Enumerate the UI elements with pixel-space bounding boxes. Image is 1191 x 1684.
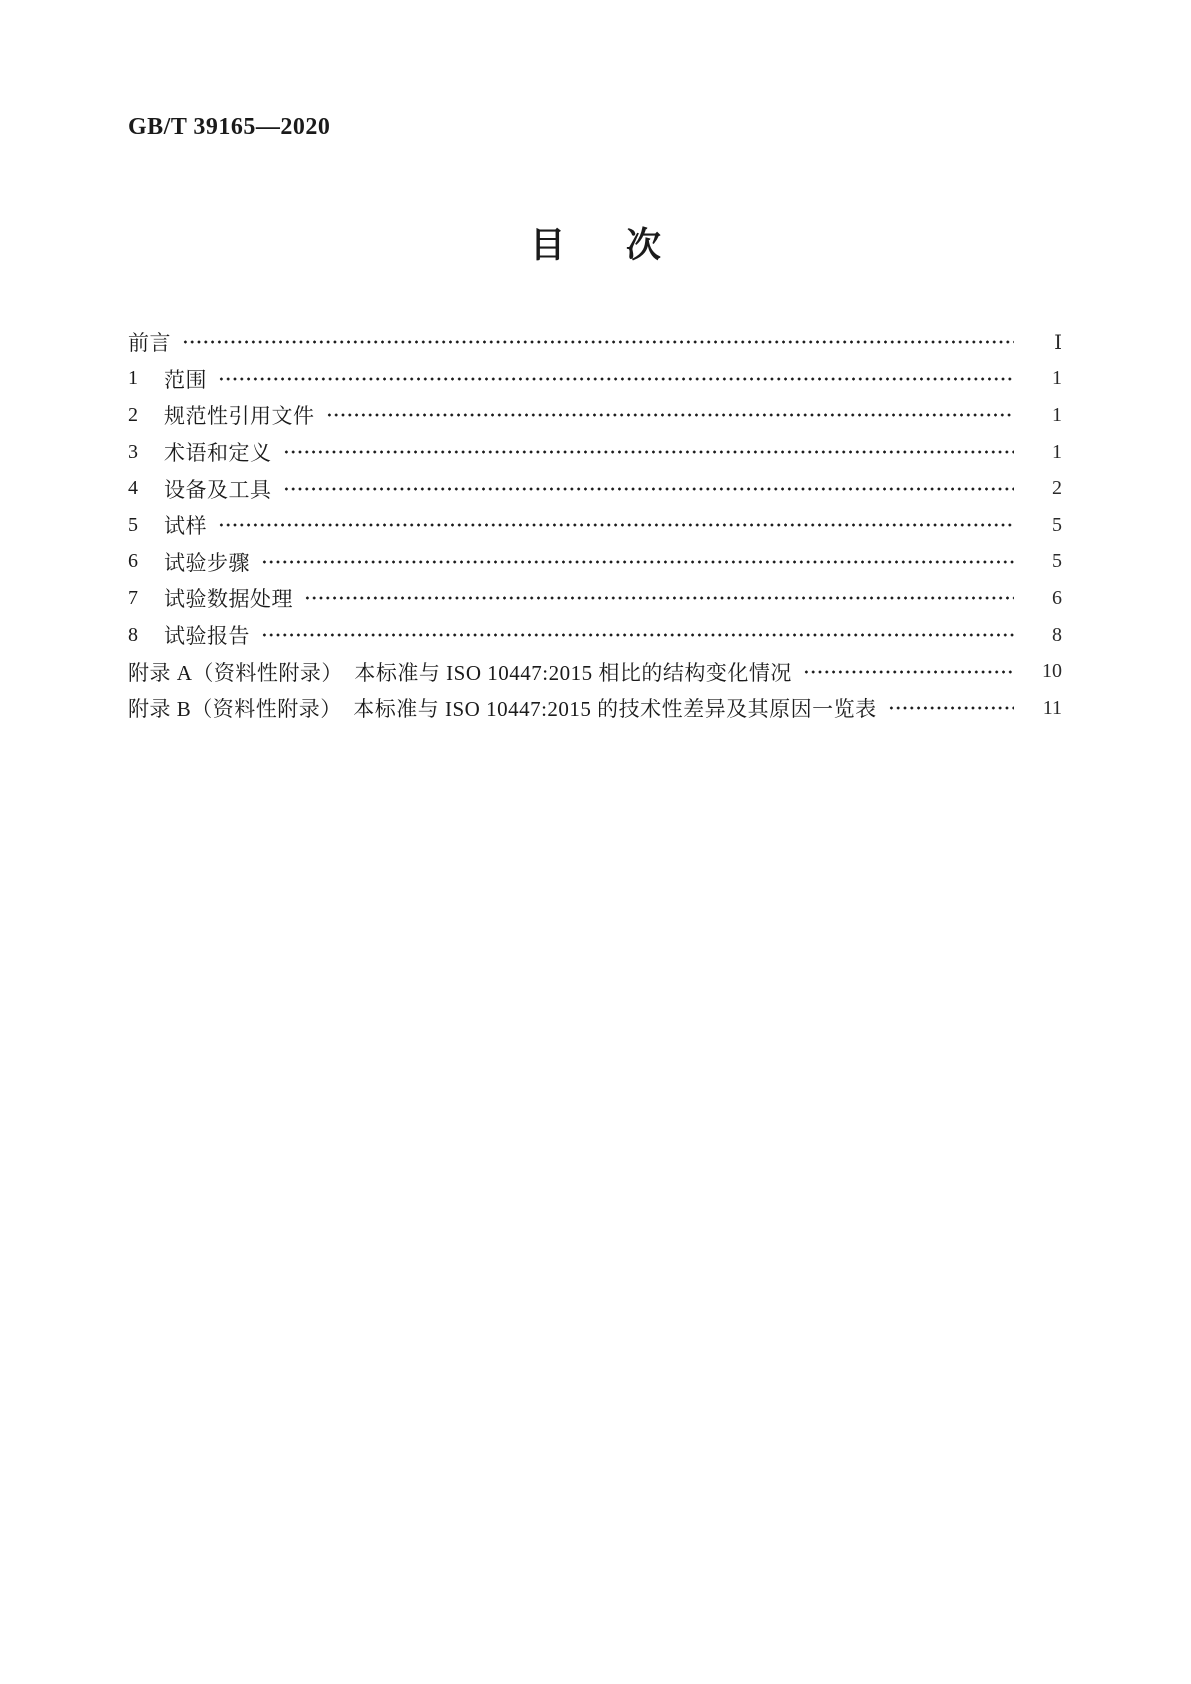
dot-leader xyxy=(304,580,1014,617)
toc-row-page: 5 xyxy=(1052,513,1062,536)
toc-row-page: 10 xyxy=(1042,660,1062,683)
toc-row-title: 术语和定义 xyxy=(164,441,272,466)
toc-row-title: 试验数据处理 xyxy=(164,587,293,612)
toc-row xyxy=(128,434,1062,471)
toc-title: 目 次 xyxy=(530,226,661,265)
toc-row-title: 试样 xyxy=(164,514,207,539)
toc-row-title: 试验报告 xyxy=(164,624,250,649)
dot-leader xyxy=(283,470,1015,507)
dot-leader xyxy=(888,690,1014,727)
toc-row-number: 2 xyxy=(128,403,138,426)
dot-leader xyxy=(218,507,1014,544)
toc-row-page: 6 xyxy=(1052,586,1062,609)
toc-row-page: 1 xyxy=(1052,403,1062,426)
toc-row xyxy=(128,470,1062,507)
toc-row-page: 11 xyxy=(1042,696,1062,719)
toc-row-number: 7 xyxy=(128,586,138,609)
toc-row-page: 2 xyxy=(1052,477,1062,500)
dot-leader xyxy=(182,324,1014,361)
document-code: GB/T 39165—2020 xyxy=(128,114,331,140)
toc-row xyxy=(128,397,1062,434)
toc-row xyxy=(128,690,1062,727)
toc-row xyxy=(128,361,1062,398)
toc-row-title: 附录 B（资料性附录） 本标准与 ISO 10447:2015 的技术性差异及其原因一览表 xyxy=(128,697,877,722)
toc-row-number: 4 xyxy=(128,477,138,500)
dot-leader xyxy=(326,397,1015,434)
dot-leader xyxy=(803,653,1014,690)
dot-leader xyxy=(261,617,1014,654)
toc-row-title: 试验步骤 xyxy=(164,550,250,575)
dot-leader xyxy=(218,361,1014,398)
toc-row-number: 5 xyxy=(128,513,138,536)
toc-row-title: 规范性引用文件 xyxy=(164,404,315,429)
toc-row-title: 设备及工具 xyxy=(164,477,272,502)
toc-row-number: 3 xyxy=(128,440,138,463)
toc-row-number: 6 xyxy=(128,550,138,573)
toc-row xyxy=(128,580,1062,617)
toc-row-page: 5 xyxy=(1052,550,1062,573)
dot-leader xyxy=(283,434,1015,471)
toc-row xyxy=(128,507,1062,544)
toc-row-number: 1 xyxy=(128,367,138,390)
toc-row-title: 附录 A（资料性附录） 本标准与 ISO 10447:2015 相比的结构变化情况 xyxy=(128,660,792,685)
toc-list xyxy=(128,324,1062,727)
toc-row-title: 前言 xyxy=(128,331,171,356)
toc-row-title: 范围 xyxy=(164,367,207,392)
toc-row-page: 8 xyxy=(1052,623,1062,646)
toc-row-page: 1 xyxy=(1052,440,1062,463)
toc-row xyxy=(128,544,1062,581)
toc-row xyxy=(128,324,1062,361)
dot-leader xyxy=(261,544,1014,581)
toc-row xyxy=(128,617,1062,654)
toc-row-number: 8 xyxy=(128,623,138,646)
toc-row xyxy=(128,653,1062,690)
toc-row-page: Ⅰ xyxy=(1054,331,1062,354)
toc-row-page: 1 xyxy=(1052,367,1062,390)
